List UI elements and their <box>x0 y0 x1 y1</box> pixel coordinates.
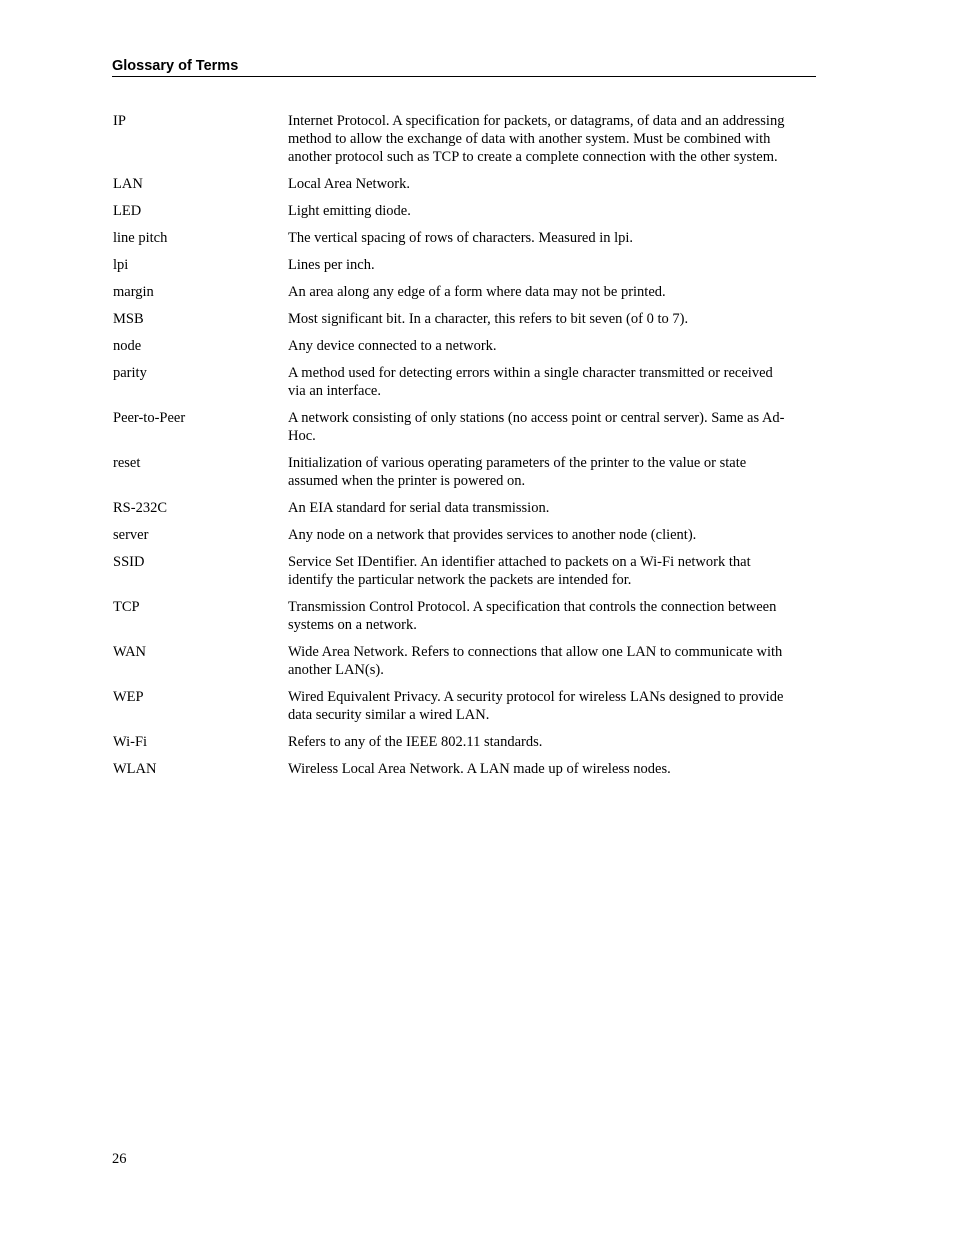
section-title: Glossary of Terms <box>112 58 239 74</box>
glossary-entry <box>113 202 793 220</box>
glossary-term: reset <box>113 455 141 471</box>
glossary-term: IP <box>113 113 126 129</box>
glossary-term: node <box>113 338 142 354</box>
glossary-definition: Refers to any of the IEEE 802.11 standards. <box>288 734 543 750</box>
glossary-definition: A network consisting of only stations (no access point or central server). Same as Ad-Hoc. <box>288 410 785 444</box>
glossary-entry <box>113 337 793 355</box>
glossary-list <box>113 112 793 787</box>
page-number: 26 <box>112 1151 127 1167</box>
glossary-term: Peer-to-Peer <box>113 410 186 426</box>
glossary-term: LAN <box>113 176 143 192</box>
glossary-term: server <box>113 527 149 543</box>
glossary-definition: An area along any edge of a form where data may not be printed. <box>288 284 666 300</box>
glossary-entry <box>113 364 793 400</box>
glossary-entry <box>113 553 793 589</box>
glossary-entry <box>113 256 793 274</box>
glossary-term: lpi <box>113 257 129 273</box>
glossary-term: MSB <box>113 311 144 327</box>
glossary-entry <box>113 526 793 544</box>
glossary-entry <box>113 409 793 445</box>
glossary-term: RS-232C <box>113 500 167 516</box>
glossary-entry <box>113 598 793 634</box>
glossary-definition: Local Area Network. <box>288 176 410 192</box>
glossary-definition: Any device connected to a network. <box>288 338 497 354</box>
glossary-definition: Initialization of various operating parameters of the printer to the value or state assumed when the printer is powered on. <box>288 455 747 489</box>
glossary-term: line pitch <box>113 230 168 246</box>
glossary-entry <box>113 112 793 166</box>
glossary-definition: An EIA standard for serial data transmission. <box>288 500 550 516</box>
glossary-entry <box>113 283 793 301</box>
glossary-term: Wi-Fi <box>113 734 148 750</box>
glossary-entry <box>113 688 793 724</box>
glossary-term: WAN <box>113 644 147 660</box>
glossary-term: LED <box>113 203 142 219</box>
glossary-definition: Transmission Control Protocol. A specification that controls the connection between systems on a network. <box>288 599 777 633</box>
glossary-definition: Any node on a network that provides services to another node (client). <box>288 527 697 543</box>
glossary-definition: Light emitting diode. <box>288 203 411 219</box>
glossary-term: TCP <box>113 599 140 615</box>
glossary-term: margin <box>113 284 154 300</box>
glossary-definition: Internet Protocol. A specification for packets, or datagrams, of data and an addressing method to allow the exchange of data with another system. Must be combined with another protocol such as TCP to create a complete connection with the other system. <box>288 113 785 165</box>
glossary-entry <box>113 229 793 247</box>
glossary-definition: The vertical spacing of rows of characters. Measured in lpi. <box>288 230 634 246</box>
glossary-term: WEP <box>113 689 144 705</box>
page-header <box>112 56 816 77</box>
glossary-definition: Wide Area Network. Refers to connections that allow one LAN to communicate with another LAN(s). <box>288 644 783 678</box>
glossary-entry <box>113 175 793 193</box>
glossary-term: parity <box>113 365 147 381</box>
glossary-definition: Most significant bit. In a character, this refers to bit seven (of 0 to 7). <box>288 311 689 327</box>
glossary-definition: Lines per inch. <box>288 257 375 273</box>
glossary-term: WLAN <box>113 761 157 777</box>
glossary-definition: Wired Equivalent Privacy. A security protocol for wireless LANs designed to provide data security similar a wired LAN. <box>288 689 784 723</box>
glossary-definition: Service Set IDentifier. An identifier attached to packets on a Wi-Fi network that identify the particular network the packets are intended for. <box>288 554 751 588</box>
glossary-entry <box>113 733 793 751</box>
glossary-entry <box>113 454 793 490</box>
glossary-term: SSID <box>113 554 145 570</box>
glossary-entry <box>113 643 793 679</box>
glossary-entry <box>113 310 793 328</box>
glossary-definition: A method used for detecting errors within a single character transmitted or received via an interface. <box>288 365 773 399</box>
glossary-entry <box>113 760 793 778</box>
glossary-entry <box>113 499 793 517</box>
glossary-definition: Wireless Local Area Network. A LAN made up of wireless nodes. <box>288 761 671 777</box>
